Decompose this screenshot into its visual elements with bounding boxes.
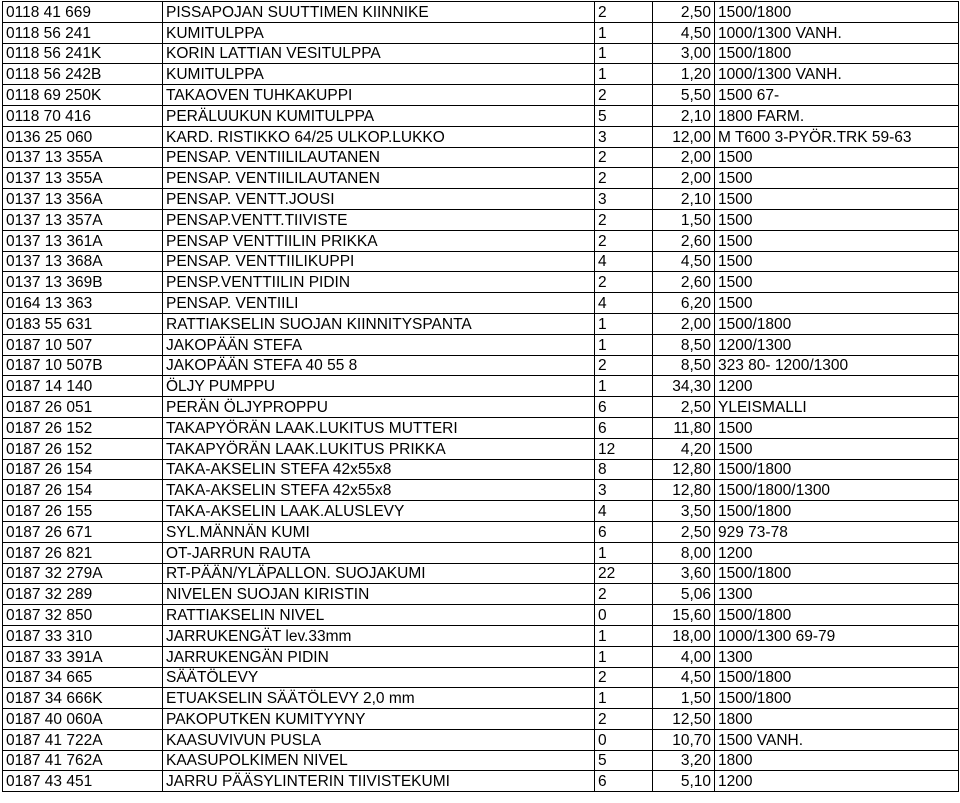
price-cell: 2,10 [653, 105, 715, 126]
table-row [3, 168, 959, 189]
part-code-cell: 0187 26 154 [3, 480, 163, 501]
part-description-cell: TAKA-AKSELIN STEFA 42x55x8 [163, 480, 595, 501]
table-row [3, 729, 959, 750]
quantity-cell: 1 [595, 22, 653, 43]
part-code-cell: 0187 26 154 [3, 459, 163, 480]
part-code-cell: 0183 55 631 [3, 313, 163, 334]
model-cell: 1500/1800/1300 [715, 480, 959, 501]
part-code-cell: 0187 26 152 [3, 417, 163, 438]
part-code-cell: 0118 56 241 [3, 22, 163, 43]
part-code-cell: 0118 70 416 [3, 105, 163, 126]
table-row [3, 459, 959, 480]
part-description-cell: PENSAP.VENTT.TIIVISTE [163, 209, 595, 230]
part-description-cell: RATTIAKSELIN NIVEL [163, 605, 595, 626]
quantity-cell: 1 [595, 625, 653, 646]
table-row [3, 209, 959, 230]
table-row [3, 147, 959, 168]
part-description-cell: PERÄLUUKUN KUMITULPPA [163, 105, 595, 126]
part-description-cell: PENSP.VENTTIILIN PIDIN [163, 272, 595, 293]
part-description-cell: TAKA-AKSELIN LAAK.ALUSLEVY [163, 501, 595, 522]
table-row [3, 563, 959, 584]
quantity-cell: 1 [595, 646, 653, 667]
part-code-cell: 0187 26 155 [3, 501, 163, 522]
part-description-cell: KAASUVIVUN PUSLA [163, 729, 595, 750]
quantity-cell: 2 [595, 168, 653, 189]
table-row [3, 22, 959, 43]
part-code-cell: 0137 13 361A [3, 230, 163, 251]
part-description-cell: KUMITULPPA [163, 22, 595, 43]
part-description-cell: SYL.MÄNNÄN KUMI [163, 521, 595, 542]
part-description-cell: PISSAPOJAN SUUTTIMEN KIINNIKE [163, 2, 595, 23]
table-row [3, 64, 959, 85]
part-description-cell: ÖLJY PUMPPU [163, 376, 595, 397]
table-row [3, 189, 959, 210]
quantity-cell: 2 [595, 2, 653, 23]
part-description-cell: KORIN LATTIAN VESITULPPA [163, 43, 595, 64]
price-cell: 12,80 [653, 459, 715, 480]
part-code-cell: 0187 34 666K [3, 688, 163, 709]
model-cell: 1500 [715, 189, 959, 210]
model-cell: 1500/1800 [715, 563, 959, 584]
part-code-cell: 0187 43 451 [3, 771, 163, 792]
table-row [3, 397, 959, 418]
price-cell: 8,50 [653, 334, 715, 355]
quantity-cell: 8 [595, 459, 653, 480]
model-cell: 1500/1800 [715, 459, 959, 480]
price-cell: 2,10 [653, 189, 715, 210]
table-row [3, 85, 959, 106]
part-code-cell: 0187 26 051 [3, 397, 163, 418]
part-description-cell: JARRUKENGÄN PIDIN [163, 646, 595, 667]
model-cell: 1500 VANH. [715, 729, 959, 750]
price-cell: 10,70 [653, 729, 715, 750]
quantity-cell: 1 [595, 334, 653, 355]
table-row [3, 126, 959, 147]
part-code-cell: 0136 25 060 [3, 126, 163, 147]
price-cell: 2,50 [653, 2, 715, 23]
price-cell: 1,20 [653, 64, 715, 85]
model-cell: 1000/1300 VANH. [715, 22, 959, 43]
part-code-cell: 0137 13 369B [3, 272, 163, 293]
quantity-cell: 6 [595, 397, 653, 418]
price-cell: 5,10 [653, 771, 715, 792]
quantity-cell: 2 [595, 147, 653, 168]
model-cell: 1500 [715, 272, 959, 293]
model-cell: 1200/1300 [715, 334, 959, 355]
quantity-cell: 2 [595, 230, 653, 251]
part-description-cell: JAKOPÄÄN STEFA 40 55 8 [163, 355, 595, 376]
price-cell: 12,00 [653, 126, 715, 147]
part-description-cell: TAKA-AKSELIN STEFA 42x55x8 [163, 459, 595, 480]
model-cell: 323 80- 1200/1300 [715, 355, 959, 376]
table-row [3, 417, 959, 438]
price-cell: 2,50 [653, 521, 715, 542]
model-cell: 1000/1300 69-79 [715, 625, 959, 646]
model-cell: 1500/1800 [715, 667, 959, 688]
part-code-cell: 0187 10 507B [3, 355, 163, 376]
price-cell: 3,50 [653, 501, 715, 522]
part-code-cell: 0118 56 242B [3, 64, 163, 85]
part-description-cell: KUMITULPPA [163, 64, 595, 85]
part-code-cell: 0118 69 250K [3, 85, 163, 106]
quantity-cell: 2 [595, 85, 653, 106]
price-cell: 2,60 [653, 272, 715, 293]
part-code-cell: 0187 10 507 [3, 334, 163, 355]
price-cell: 1,50 [653, 209, 715, 230]
quantity-cell: 6 [595, 771, 653, 792]
table-row [3, 750, 959, 771]
quantity-cell: 2 [595, 355, 653, 376]
price-cell: 5,06 [653, 584, 715, 605]
model-cell: 1500 [715, 438, 959, 459]
price-cell: 2,00 [653, 147, 715, 168]
table-row [3, 105, 959, 126]
part-description-cell: PERÄN ÖLJYPROPPU [163, 397, 595, 418]
price-cell: 2,50 [653, 397, 715, 418]
price-cell: 2,00 [653, 168, 715, 189]
model-cell: 1500/1800 [715, 605, 959, 626]
part-description-cell: JAKOPÄÄN STEFA [163, 334, 595, 355]
part-description-cell: PENSAP VENTTIILIN PRIKKA [163, 230, 595, 251]
part-description-cell: ETUAKSELIN SÄÄTÖLEVY 2,0 mm [163, 688, 595, 709]
part-code-cell: 0137 13 355A [3, 147, 163, 168]
part-code-cell: 0187 26 821 [3, 542, 163, 563]
model-cell: 1500 [715, 251, 959, 272]
part-description-cell: RATTIAKSELIN SUOJAN KIINNITYSPANTA [163, 313, 595, 334]
table-row [3, 605, 959, 626]
model-cell: 1200 [715, 376, 959, 397]
part-code-cell: 0187 33 310 [3, 625, 163, 646]
part-description-cell: PENSAP. VENTTIILIKUPPI [163, 251, 595, 272]
model-cell: 1800 FARM. [715, 105, 959, 126]
model-cell: 1500/1800 [715, 43, 959, 64]
model-cell: 1200 [715, 542, 959, 563]
table-row [3, 480, 959, 501]
part-code-cell: 0187 14 140 [3, 376, 163, 397]
price-cell: 12,80 [653, 480, 715, 501]
part-description-cell: JARRU PÄÄSYLINTERIN TIIVISTEKUMI [163, 771, 595, 792]
model-cell: 1500 [715, 147, 959, 168]
part-description-cell: TAKAOVEN TUHKAKUPPI [163, 85, 595, 106]
model-cell: 1800 [715, 750, 959, 771]
table-row [3, 771, 959, 792]
model-cell: 1500/1800 [715, 501, 959, 522]
part-description-cell: TAKAPYÖRÄN LAAK.LUKITUS PRIKKA [163, 438, 595, 459]
quantity-cell: 1 [595, 688, 653, 709]
quantity-cell: 5 [595, 105, 653, 126]
model-cell: 1500 [715, 209, 959, 230]
price-cell: 4,20 [653, 438, 715, 459]
part-code-cell: 0164 13 363 [3, 293, 163, 314]
model-cell: 1500/1800 [715, 313, 959, 334]
part-description-cell: TAKAPYÖRÄN LAAK.LUKITUS MUTTERI [163, 417, 595, 438]
price-cell: 1,50 [653, 688, 715, 709]
part-description-cell: PENSAP. VENTIILILAUTANEN [163, 147, 595, 168]
model-cell: 929 73-78 [715, 521, 959, 542]
table-row [3, 230, 959, 251]
model-cell: 1500/1800 [715, 688, 959, 709]
price-cell: 4,50 [653, 251, 715, 272]
quantity-cell: 0 [595, 729, 653, 750]
quantity-cell: 12 [595, 438, 653, 459]
part-description-cell: KARD. RISTIKKO 64/25 ULKOP.LUKKO [163, 126, 595, 147]
quantity-cell: 1 [595, 542, 653, 563]
table-row [3, 272, 959, 293]
price-cell: 18,00 [653, 625, 715, 646]
price-cell: 2,00 [653, 313, 715, 334]
price-cell: 2,60 [653, 230, 715, 251]
part-code-cell: 0187 32 850 [3, 605, 163, 626]
quantity-cell: 2 [595, 584, 653, 605]
quantity-cell: 3 [595, 189, 653, 210]
table-row [3, 2, 959, 23]
table-row [3, 584, 959, 605]
table-row [3, 667, 959, 688]
model-cell: 1200 [715, 771, 959, 792]
quantity-cell: 6 [595, 521, 653, 542]
price-cell: 12,50 [653, 709, 715, 730]
table-row [3, 501, 959, 522]
model-cell: YLEISMALLI [715, 397, 959, 418]
price-cell: 3,00 [653, 43, 715, 64]
quantity-cell: 6 [595, 417, 653, 438]
part-code-cell: 0187 32 289 [3, 584, 163, 605]
part-code-cell: 0187 26 671 [3, 521, 163, 542]
table-row [3, 438, 959, 459]
table-row [3, 293, 959, 314]
part-code-cell: 0118 41 669 [3, 2, 163, 23]
price-cell: 4,50 [653, 667, 715, 688]
quantity-cell: 2 [595, 667, 653, 688]
table-row [3, 688, 959, 709]
quantity-cell: 2 [595, 209, 653, 230]
model-cell: 1500 [715, 230, 959, 251]
price-cell: 34,30 [653, 376, 715, 397]
part-code-cell: 0137 13 356A [3, 189, 163, 210]
table-row [3, 355, 959, 376]
part-description-cell: KAASUPOLKIMEN NIVEL [163, 750, 595, 771]
parts-table [2, 1, 959, 792]
table-row [3, 313, 959, 334]
price-cell: 8,00 [653, 542, 715, 563]
parts-table-body [3, 2, 959, 792]
part-code-cell: 0187 41 722A [3, 729, 163, 750]
part-description-cell: SÄÄTÖLEVY [163, 667, 595, 688]
part-code-cell: 0187 40 060A [3, 709, 163, 730]
model-cell: 1500 [715, 293, 959, 314]
quantity-cell: 2 [595, 709, 653, 730]
quantity-cell: 2 [595, 272, 653, 293]
part-description-cell: PENSAP. VENTT.JOUSI [163, 189, 595, 210]
part-description-cell: PAKOPUTKEN KUMITYYNY [163, 709, 595, 730]
part-description-cell: OT-JARRUN RAUTA [163, 542, 595, 563]
quantity-cell: 3 [595, 126, 653, 147]
part-description-cell: NIVELEN SUOJAN KIRISTIN [163, 584, 595, 605]
part-code-cell: 0187 33 391A [3, 646, 163, 667]
table-row [3, 521, 959, 542]
price-cell: 4,50 [653, 22, 715, 43]
table-row [3, 709, 959, 730]
price-cell: 6,20 [653, 293, 715, 314]
model-cell: 1800 [715, 709, 959, 730]
quantity-cell: 1 [595, 43, 653, 64]
part-code-cell: 0187 32 279A [3, 563, 163, 584]
price-cell: 15,60 [653, 605, 715, 626]
quantity-cell: 1 [595, 313, 653, 334]
model-cell: 1500 [715, 168, 959, 189]
part-description-cell: JARRUKENGÄT lev.33mm [163, 625, 595, 646]
table-row [3, 251, 959, 272]
quantity-cell: 22 [595, 563, 653, 584]
quantity-cell: 0 [595, 605, 653, 626]
table-row [3, 542, 959, 563]
quantity-cell: 4 [595, 251, 653, 272]
quantity-cell: 5 [595, 750, 653, 771]
part-code-cell: 0187 34 665 [3, 667, 163, 688]
price-cell: 4,00 [653, 646, 715, 667]
table-row [3, 376, 959, 397]
quantity-cell: 4 [595, 501, 653, 522]
quantity-cell: 3 [595, 480, 653, 501]
model-cell: 1500 [715, 417, 959, 438]
model-cell: 1500/1800 [715, 2, 959, 23]
price-cell: 3,60 [653, 563, 715, 584]
quantity-cell: 4 [595, 293, 653, 314]
part-code-cell: 0187 41 762A [3, 750, 163, 771]
model-cell: 1500 67- [715, 85, 959, 106]
part-description-cell: PENSAP. VENTIILI [163, 293, 595, 314]
model-cell: M T600 3-PYÖR.TRK 59-63 [715, 126, 959, 147]
price-cell: 3,20 [653, 750, 715, 771]
table-row [3, 646, 959, 667]
table-row [3, 334, 959, 355]
table-row [3, 625, 959, 646]
part-code-cell: 0187 26 152 [3, 438, 163, 459]
part-code-cell: 0137 13 368A [3, 251, 163, 272]
part-code-cell: 0137 13 355A [3, 168, 163, 189]
quantity-cell: 1 [595, 64, 653, 85]
quantity-cell: 1 [595, 376, 653, 397]
model-cell: 1300 [715, 584, 959, 605]
price-cell: 11,80 [653, 417, 715, 438]
part-description-cell: PENSAP. VENTIILILAUTANEN [163, 168, 595, 189]
table-row [3, 43, 959, 64]
model-cell: 1300 [715, 646, 959, 667]
model-cell: 1000/1300 VANH. [715, 64, 959, 85]
part-description-cell: RT-PÄÄN/YLÄPALLON. SUOJAKUMI [163, 563, 595, 584]
price-cell: 8,50 [653, 355, 715, 376]
part-code-cell: 0118 56 241K [3, 43, 163, 64]
price-cell: 5,50 [653, 85, 715, 106]
part-code-cell: 0137 13 357A [3, 209, 163, 230]
